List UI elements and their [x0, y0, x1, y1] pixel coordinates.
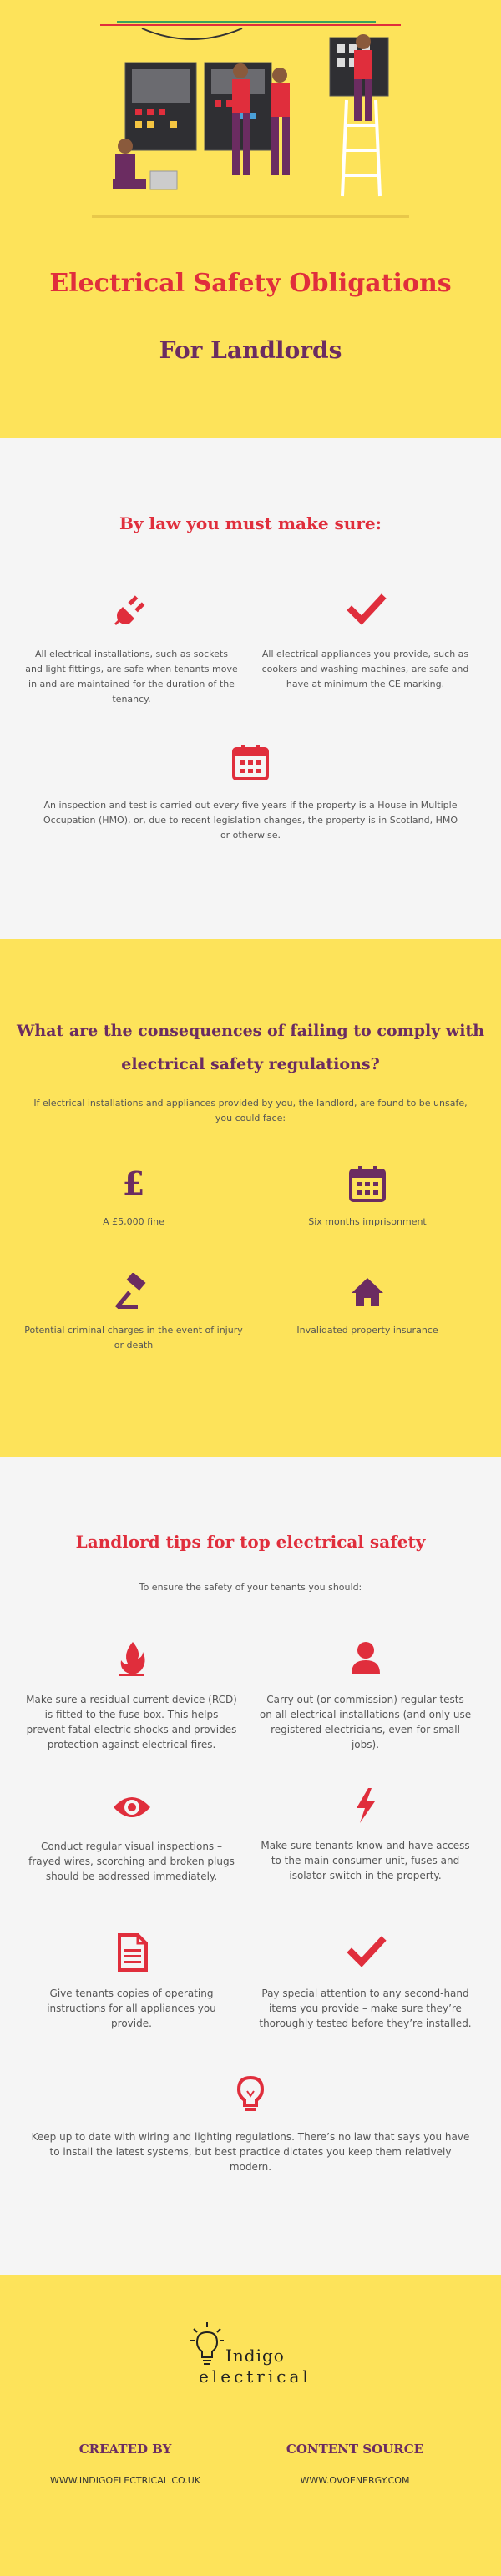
created-by-link[interactable]: WWW.INDIGOELECTRICAL.CO.UK — [49, 2475, 201, 2486]
header-section — [0, 0, 501, 438]
consequence-item — [255, 1273, 480, 1338]
house-icon — [348, 1273, 387, 1311]
law-item — [25, 588, 238, 707]
content-source-link[interactable]: WWW.OVOENERGY.COM — [300, 2475, 410, 2486]
tip-item — [25, 1932, 238, 2031]
consequence-item-text: Potential criminal charges in the event of injury or death — [24, 1325, 243, 1351]
consequences-intro — [0, 1096, 501, 1126]
flame-icon — [113, 1639, 151, 1677]
consequence-item — [21, 1164, 246, 1230]
tip-item-text: Give tenants copies of operating instructions for all appliances you provide. — [47, 1988, 216, 2029]
tip-item-text: Conduct regular visual inspections – frayed wires, scorching and broken plugs should be addressed immediately. — [28, 1841, 235, 1882]
law-item-text: All electrical appliances you provide, such as cookers and washing machines, are safe and have at minimum the CE marking. — [261, 649, 469, 689]
law-item — [259, 588, 472, 692]
calendar-icon — [348, 1164, 387, 1203]
consequence-item — [21, 1273, 246, 1353]
consequence-item-text: Six months imprisonment — [308, 1216, 427, 1227]
consequences-intro-line2: you could face: — [215, 1113, 286, 1124]
calendar-icon — [231, 743, 270, 781]
created-by-label: CREATED BY — [78, 2442, 172, 2457]
tip-item-text: Make sure tenants know and have access to the main consumer unit, fuses and isolator switch in the property. — [261, 1840, 470, 1881]
tip-item — [25, 1639, 238, 1752]
tip-item — [259, 1932, 472, 2031]
consequence-item-text: A £5,000 fine — [103, 1216, 164, 1227]
tip-item-text: Make sure a residual current device (RCD) is fitted to the fuse box. This helps prevent fatal electric shocks and provides protection against electrical fires. — [26, 1694, 237, 1750]
eye-icon — [111, 1791, 153, 1824]
law-item — [42, 743, 459, 843]
tip-item-text: Keep up to date with wiring and lighting regulations. There’s no law that says you have to install the latest systems, but best practice dictates you keep them relatively modern. — [31, 2131, 470, 2173]
tip-item-text: Carry out (or commission) regular tests on all electrical installations (and only use registered electricians, even for small jobs). — [259, 1694, 472, 1750]
consequences-heading-line2: electrical safety regulations? — [121, 1055, 380, 1073]
checkmark-icon — [345, 1932, 387, 1971]
tip-item — [25, 1791, 238, 1884]
consequence-item — [255, 1164, 480, 1230]
brand-tagline: electrical — [199, 2366, 311, 2387]
plug-icon — [111, 588, 153, 630]
law-item-text: An inspection and test is carried out every five years if the property is a House in Multiple Occupation (HMO), or, due to recent legislation changes, the property is in Scotland, HMO or otherwise. — [43, 800, 458, 841]
consequences-section — [0, 939, 501, 1457]
content-source-label: CONTENT SOURCE — [286, 2442, 424, 2457]
checkmark-icon — [345, 588, 387, 630]
consequences-heading-line1: What are the consequences of failing to comply with — [16, 1022, 485, 1040]
law-section — [0, 438, 501, 939]
tips-section — [0, 1457, 501, 2275]
law-heading: By law you must make sure: — [119, 513, 382, 533]
main-title: Electrical Safety Obligations — [49, 269, 452, 298]
tip-item — [29, 2074, 472, 2174]
electricians-illustration — [92, 17, 409, 221]
consequences-heading — [0, 1014, 501, 1081]
lightbulb-icon — [234, 2074, 267, 2114]
tip-item — [259, 1639, 472, 1752]
consequence-item-text: Invalidated property insurance — [296, 1325, 438, 1336]
tips-intro: To ensure the safety of your tenants you should: — [139, 1582, 362, 1593]
tip-item — [259, 1786, 472, 1883]
pound-icon: £ — [122, 1164, 145, 1202]
main-subtitle: For Landlords — [159, 336, 342, 364]
person-icon — [347, 1639, 385, 1677]
law-item-text: All electrical installations, such as sockets and light fittings, are safe when tenants move in and are maintained for the duration of the tenancy. — [25, 649, 238, 705]
footer-section — [0, 2275, 501, 2576]
lightbulb-logo-icon — [190, 2321, 224, 2371]
brand-name: Indigo — [225, 2346, 285, 2366]
consequences-intro-line1: If electrical installations and appliances provided by you, the landlord, are found to be unsafe, — [33, 1098, 468, 1109]
lightning-icon — [347, 1786, 385, 1825]
tip-item-text: Pay special attention to any second-hand items you provide – make sure they’re thoroughly tested before they’re installed. — [259, 1988, 472, 2029]
document-icon — [113, 1932, 151, 1972]
tips-heading: Landlord tips for top electrical safety — [75, 1532, 426, 1552]
gavel-icon — [114, 1273, 153, 1311]
